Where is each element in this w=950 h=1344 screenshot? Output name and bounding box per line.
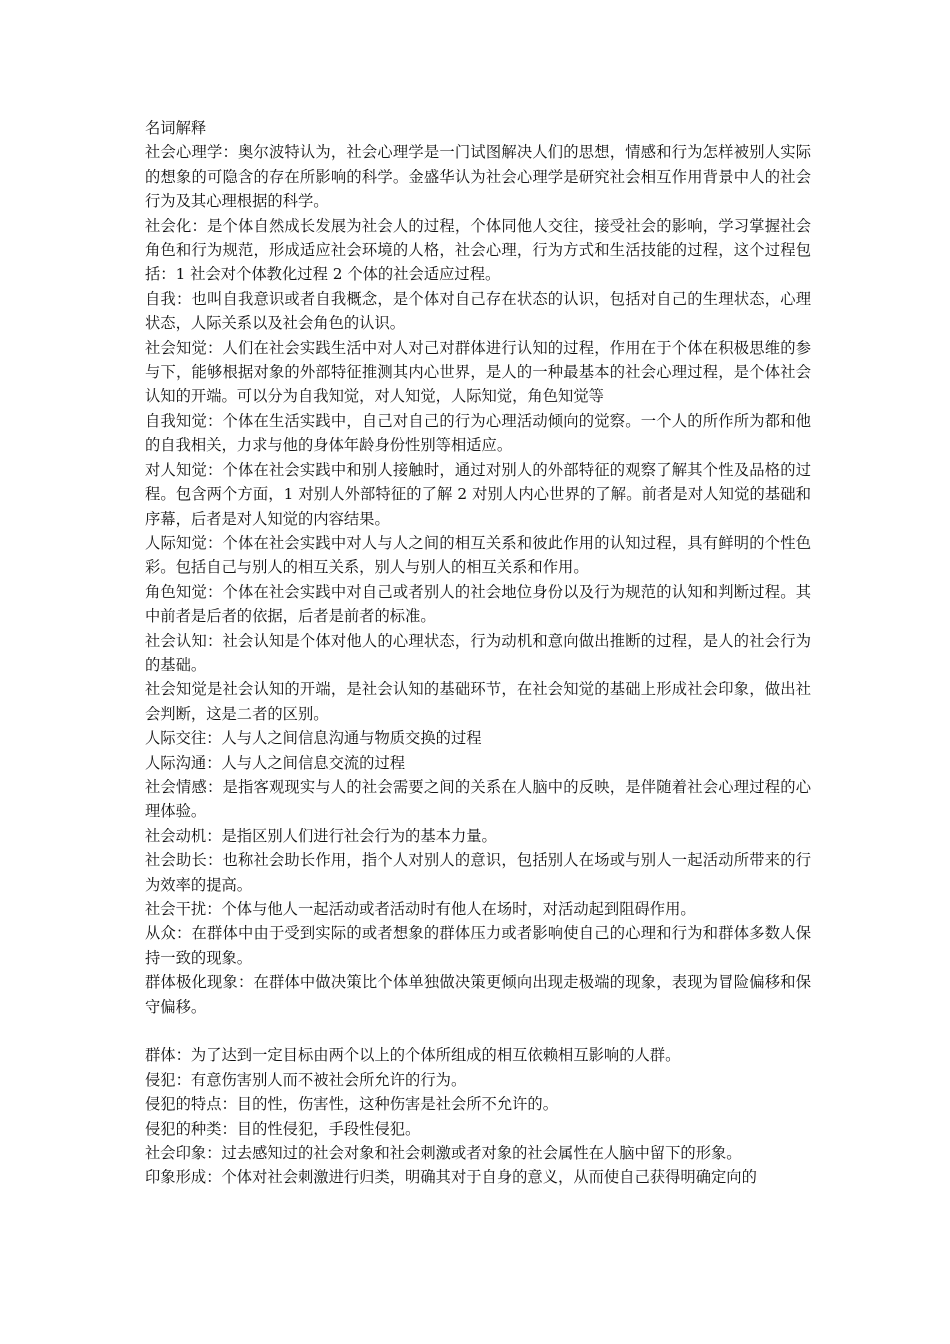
term-group-polarization: 群体极化现象：在群体中做决策比个体单独做决策更倾向出现走极端的现象，表现为冒险偏移和保守偏移。 [145, 973, 811, 1016]
term-social-motivation: 社会动机：是指区别人们进行社会行为的基本力量。 [145, 826, 497, 845]
note-perception-vs-cognition: 社会知觉是社会认知的开端，是社会认知的基础环节，在社会知觉的基础上形成社会印象，做出社会判断，这是二者的区别。 [145, 680, 811, 723]
term-social-perception: 社会知觉：人们在社会实践生活中对人对己对群体进行认知的过程，作用在于个体在积极思维的参与下，能够根据对象的外部特征推测其内心世界，是人的一种最基本的社会心理过程，是个体社会认知的开端。可以分为自我知觉，对人知觉，人际知觉，角色知觉等 [145, 338, 811, 406]
term-socialization: 社会化：是个体自然成长发展为社会人的过程，个体同他人交往，接受社会的影响，学习掌握社会角色和行为规范，形成适应社会环境的人格，社会心理，行为方式和生活技能的过程，这个过程包括：1 社会对个体教化过程 2 个体的社会适应过程。 [145, 216, 811, 284]
term-person-perception: 对人知觉：个体在社会实践中和别人接触时，通过对别人的外部特征的观察了解其个性及品格的过程。包含两个方面，1 对别人外部特征的了解 2 对别人内心世界的了解。前者是对人知觉的基础和序幕，后者是对人知觉的内容结果。 [145, 460, 811, 528]
term-social-cognition: 社会认知：社会认知是个体对他人的心理状态，行为动机和意向做出推断的过程，是人的社会行为的基础。 [145, 631, 811, 674]
term-social-psychology: 社会心理学：奥尔波特认为，社会心理学是一门试图解决人们的思想，情感和行为怎样被别人实际的想象的可隐含的存在所影响的科学。金盛华认为社会心理学是研究社会相互作用背景中人的社会行为及其心理根据的科学。 [145, 143, 811, 211]
term-aggression-features: 侵犯的特点：目的性，伤害性，这种伤害是社会所不允许的。 [145, 1095, 559, 1114]
term-aggression: 侵犯：有意伤害别人而不被社会所允许的行为。 [145, 1070, 467, 1089]
term-social-impression: 社会印象：过去感知过的社会对象和社会刺激或者对象的社会属性在人脑中留下的形象。 [145, 1144, 742, 1163]
term-self: 自我：也叫自我意识或者自我概念，是个体对自己存在状态的认识，包括对自己的生理状态，心理状态，人际关系以及社会角色的认识。 [145, 289, 811, 333]
term-social-interference: 社会干扰：个体与他人一起活动或者活动时有他人在场时，对活动起到阻碍作用。 [145, 900, 696, 918]
term-interpersonal-perception: 人际知觉：个体在社会实践中对人与人之间的相互关系和彼此作用的认知过程，具有鲜明的个性色彩。包括自己与别人的相互关系，别人与别人的相互关系和作用。 [145, 533, 811, 577]
term-impression-formation: 印象形成：个体对社会刺激进行归类，明确其对于自身的意义，从而使自己获得明确定向的 [145, 1168, 757, 1187]
document-heading: 名词解释 [145, 119, 207, 137]
term-conformity: 从众：在群体中由于受到实际的或者想象的群体压力或者影响使自己的心理和行为和群体多数人保持一致的现象。 [145, 924, 811, 967]
blank-line [145, 1019, 811, 1043]
document-page [145, 116, 811, 1190]
term-group: 群体：为了达到一定目标由两个以上的个体所组成的相互依赖相互影响的人群。 [145, 1046, 681, 1065]
term-aggression-types: 侵犯的种类：目的性侵犯，手段性侵犯。 [145, 1119, 421, 1138]
term-interpersonal-communication: 人际沟通：人与人之间信息交流的过程 [145, 753, 406, 772]
term-interpersonal-interaction: 人际交往：人与人之间信息沟通与物质交换的过程 [145, 729, 482, 748]
term-social-facilitation: 社会助长：也称社会助长作用，指个人对别人的意识，包括别人在场或与别人一起活动所带来的行为效率的提高。 [145, 851, 811, 894]
term-social-emotion: 社会情感：是指客观现实与人的社会需要之间的关系在人脑中的反映，是伴随着社会心理过程的心理体验。 [145, 777, 811, 821]
term-self-perception: 自我知觉：个体在生活实践中，自己对自己的行为心理活动倾向的觉察。一个人的所作所为都和他的自我相关，力求与他的身体年龄身份性别等相适应。 [145, 411, 811, 455]
term-role-perception: 角色知觉：个体在社会实践中对自己或者别人的社会地位身份以及行为规范的认知和判断过程。其中前者是后者的依据，后者是前者的标准。 [145, 582, 811, 626]
